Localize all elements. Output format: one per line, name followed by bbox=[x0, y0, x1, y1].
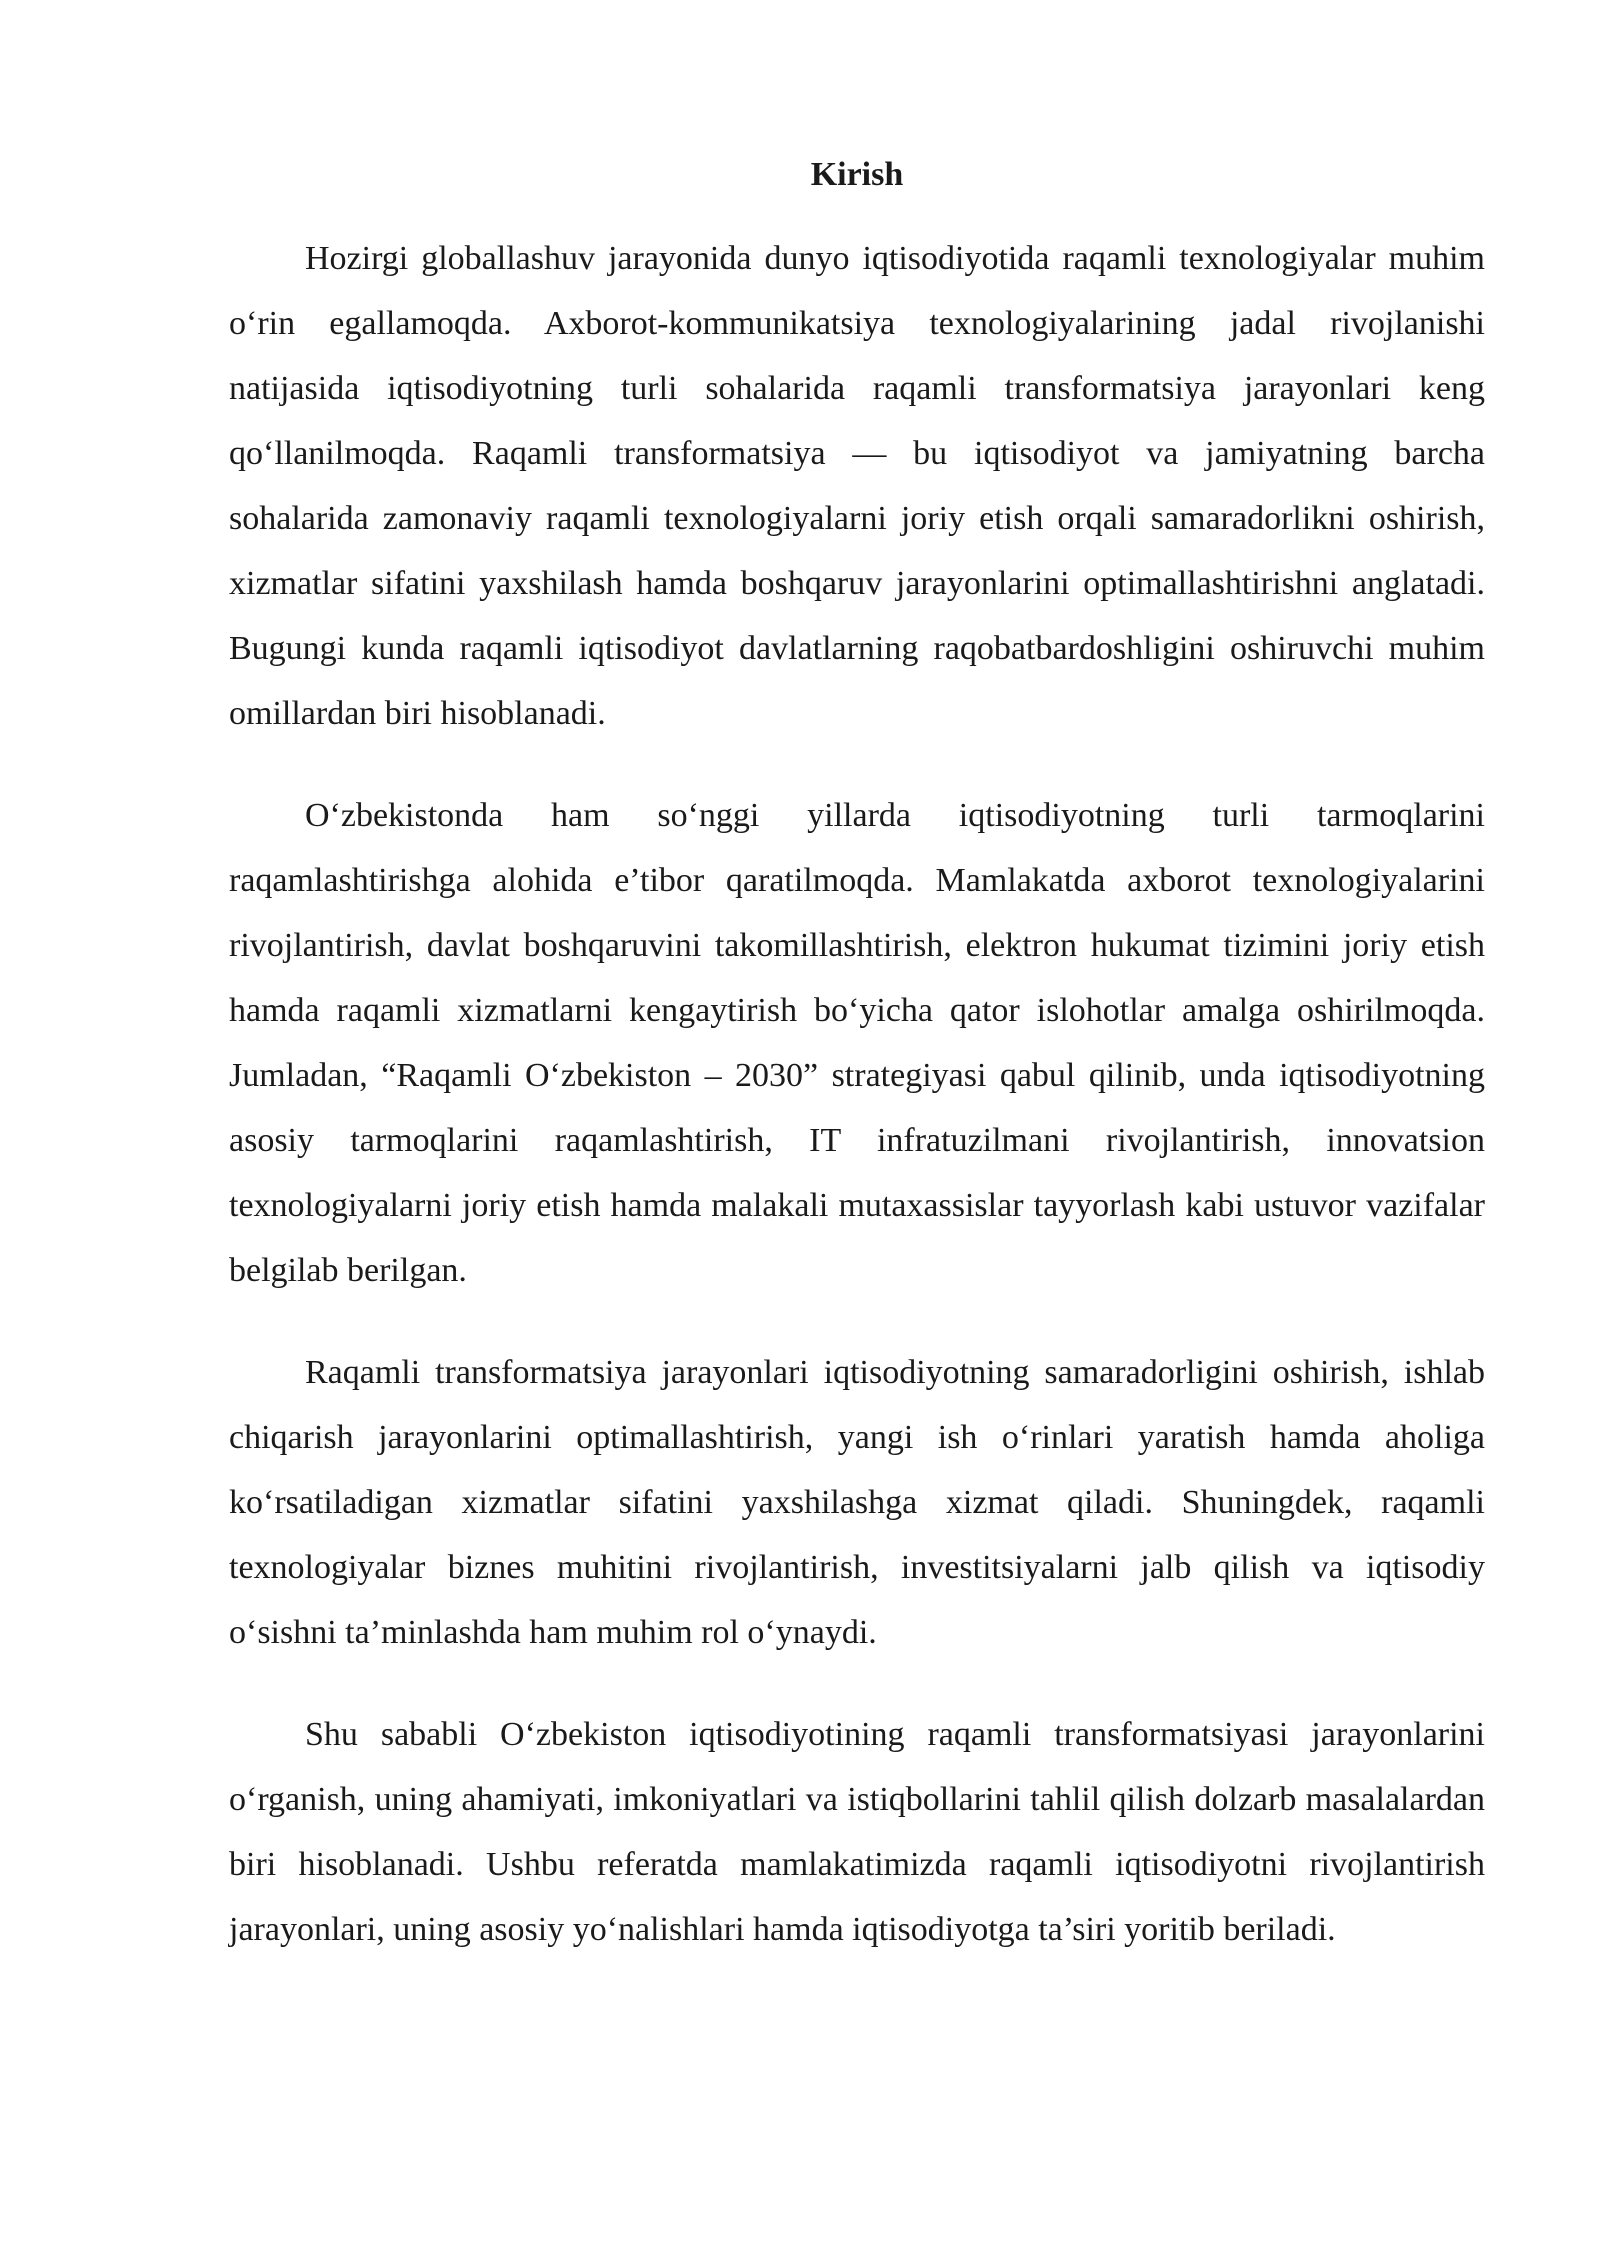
document-title: Kirish bbox=[810, 156, 904, 193]
paragraph-4: Shu sababli O‘zbekiston iqtisodiyotining raqamli transformatsiyasi jarayonlarini o‘rganish, uning ahamiyati, imkoniyatlari va istiqbollarini tahlil qilish dolzarb masalalardan biri hisoblanadi. Ushbu referatda mamlakatimizda raqamli iqtisodiyotni rivojlantirish jarayonlari, uning asosiy yo‘nalishlari hamda iqtisodiyotga ta’siri yoritib beriladi. bbox=[229, 1716, 1485, 1948]
paragraph-2: O‘zbekistonda ham so‘nggi yillarda iqtisodiyotning turli tarmoqlarini raqamlashtirishga alohida e’tibor qaratilmoqda. Mamlakatda axborot texnologiyalarini rivojlantirish, davlat boshqaruvini takomillashtirish, elektron hukumat tizimini joriy etish hamda raqamli xizmatlarni kengaytirish bo‘yicha qator islohotlar amalga oshirilmoqda. Jumladan, “Raqamli O‘zbekiston – 2030” strategiyasi qabul qilinib, unda iqtisodiyotning asosiy tarmoqlarini raqamlashtirish, IT infratuzilmani rivojlantirish, innovatsion texnologiyalarni joriy etish hamda malakali mutaxassislar tayyorlash kabi ustuvor vazifalar belgilab berilgan. bbox=[229, 797, 1485, 1289]
paragraph-1: Hozirgi globallashuv jarayonida dunyo iqtisodiyotida raqamli texnologiyalar muhim o‘rin egallamoqda. Axborot-kommunikatsiya texnologiyalarining jadal rivojlanishi natijasida iqtisodiyotning turli sohalarida raqamli transformatsiya jarayonlari keng qo‘llanilmoqda. Raqamli transformatsiya — bu iqtisodiyot va jamiyatning barcha sohalarida zamonaviy raqamli texnologiyalarni joriy etish orqali samaradorlikni oshirish, xizmatlar sifatini yaxshilash hamda boshqaruv jarayonlarini optimallashtirishni anglatadi. Bugungi kunda raqamli iqtisodiyot davlatlarning raqobatbardoshligini oshiruvchi muhim omillardan biri hisoblanadi. bbox=[229, 240, 1485, 732]
paragraph-3: Raqamli transformatsiya jarayonlari iqtisodiyotning samaradorligini oshirish, ishlab chiqarish jarayonlarini optimallashtirish, yangi ish o‘rinlari yaratish hamda aholiga ko‘rsatiladigan xizmatlar sifatini yaxshilashga xizmat qiladi. Shuningdek, raqamli texnologiyalar biznes muhitini rivojlantirish, investitsiyalarni jalb qilish va iqtisodiy o‘sishni ta’minlashda ham muhim rol o‘ynaydi. bbox=[229, 1354, 1485, 1651]
document-body bbox=[229, 150, 1485, 1999]
